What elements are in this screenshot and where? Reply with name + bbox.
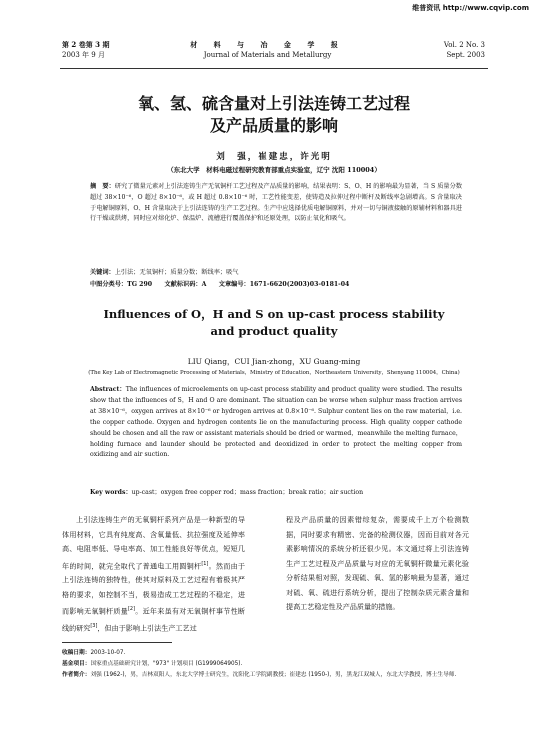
- title-zh-line1: 氧、氢、硫含量对上引法连铸工艺过程: [137, 94, 410, 113]
- journal-en: Journal of Materials and Metallurgy: [203, 51, 332, 59]
- keywords-zh-text: 上引法；无氧铜杆；质量分数；断线率；吸气: [114, 269, 239, 276]
- title-zh-line2: 及产品质量的影响: [209, 116, 338, 135]
- citation-2: [2]: [128, 606, 136, 613]
- received-label: 收稿日期：: [62, 650, 91, 656]
- abstract-zh: [90, 182, 462, 225]
- title-en-line2: and product quality: [210, 324, 338, 338]
- header-center: [160, 40, 375, 60]
- title-zh: [60, 93, 488, 137]
- footnote-fund: [62, 659, 467, 669]
- watermark: 维普资讯 http://www.cqvip.com: [412, 4, 529, 12]
- abstract-en-label: Abstract：: [90, 386, 126, 393]
- header-rule: [60, 68, 488, 69]
- body-right-column: 程及产品质量的因素错综复杂，需要成千上万个检测数据，同时要求有精密、完备的检测仪器，因而目前对各元素影响情况的系统分析还很少见。本文通过将上引法连铸生产工艺过程及产品质量与对应的无氧铜杆微量元素化验分析结果相对照，发现硫、氧、氢的影响最为显著，通过对硫、氧、硫进行系统分析，提出了控制杂质元素含量和提高工艺稳定性及产品质量的措施。: [286, 515, 469, 611]
- title-en: [60, 306, 488, 340]
- journal-cn: 材 料 与 冶 金 学 报: [190, 40, 345, 49]
- keywords-en-text: up-cast；oxygen free copper rod；mass fraction；break ratio；air suction: [131, 489, 364, 496]
- volume-en: Vol. 2 No. 3: [443, 41, 485, 49]
- classification-zh: 中图分类号：TG 290 文献标识码：A 文章编号：1671-6620(2003)03-0181-04: [90, 281, 350, 288]
- authors-zh: 刘 强，崔建忠，许光明: [216, 152, 332, 162]
- body-left-text: 上引法连铸生产的无氧铜杆系列产品是一种新型的导体用材料，它具有纯度高、含氧量低、抗拉强度及延伸率高、电阻率低、导电率高、加工性能良好等优点，短短几年的时间，就完全取代了普通电工用圆铜杆: [62, 515, 245, 570]
- fund-text: 国家重点基础研究计划，"973" 计划项目 (G1999064905).: [90, 661, 243, 667]
- body-left-text-4: ，但由于影响上引法生产工艺过: [97, 623, 197, 633]
- footnote-received: [62, 648, 467, 658]
- received-date: 2003-10-07.: [90, 650, 126, 656]
- fund-label: 基金项目：: [62, 661, 91, 667]
- abstract-zh-text: 研究了微量元素对上引法连铸生产无氧铜杆工艺过程及产品质量的影响，结果表明：S、O、H 的影响最为显著，当 S 质量分数超过 38×10⁻⁶，O 超过 8×10⁻⁶，或 H 超过 0.8×10⁻⁶ 时，工艺性能变差，使铸造及拉伸过程中断杆及断线率急剧增高。S 含量取决于电解铜原料，O、H 含量取决于上引法连铸的生产工艺过程。生产中应选择优质电解铜原料，并对一切与铜液接触的原辅材料和器具进行干燥或烘烤，同时应对熔化炉、保温炉、流槽进行覆盖保护和还原处理，以防止氧化和吸气。: [90, 183, 463, 223]
- title-en-line1: Influences of O，H and S on up-cast process stability: [103, 307, 445, 321]
- abstract-en: [90, 385, 462, 461]
- keywords-zh-label: 关键词：: [90, 269, 115, 276]
- keywords-en-label: Key words：: [90, 489, 132, 496]
- affiliation-en: (The Key Lab of Electromagnetic Processing of Materials，Ministry of Education，Northeastern University，Shenyang 110004，China): [88, 370, 460, 376]
- citation-3: [3]: [90, 623, 98, 630]
- header-left: [62, 40, 110, 60]
- footnote-rule: [62, 642, 172, 643]
- header-right: [444, 40, 485, 60]
- keywords-en: [90, 488, 462, 498]
- abstract-en-text: The influences of microelements on up-cast process stability and product quality were studied. The results show that the influences of S，H and O are dominant. The situation can be worse when sulphur mass fraction arrives at 38×10⁻⁶，oxygen arrives at 8×10⁻⁶ or hydrogen arrives at 0.8×10⁻⁶. Sulphur content lies on the raw material，i.e. the copper cathode. Oxygen and hydrogen contents lie on the manufacturing process. High quality copper cathode should be chosen and all the raw or assistant materials should be dried or warmed，meanwhile the melting furnace，holding furnace and launder should be protected and deoxidized in order to protect the melting copper from oxidizing and air suction.: [90, 386, 462, 459]
- bio-text: 刘强 (1962-)，男，吉林双阳人，东北大学博士研究生，沈阳化工学院副教授；崔建忠 (1950-)，男，黑龙江双城人，东北大学教授，博士生导师.: [90, 672, 457, 678]
- body-left-text-3: 。近年来虽有对无氧铜杆事节性断线的研究: [62, 606, 246, 633]
- keywords-zh: [90, 268, 462, 278]
- abstract-zh-label: 摘 要：: [90, 183, 115, 190]
- volume-cn: 第 2 卷第 3 期: [62, 40, 110, 49]
- citation-1: [1]: [201, 560, 209, 567]
- bio-label: 作者简介：: [62, 672, 91, 678]
- date-cn: 2003 年 9 月: [62, 51, 105, 59]
- body-left-column: [62, 513, 245, 636]
- date-en: Sept. 2003: [446, 51, 485, 59]
- affiliation-zh: （东北大学 材料电磁过程研究教育部重点实验室，辽宁 沈阳 110004）: [167, 166, 381, 174]
- footnote-bio: [62, 670, 467, 680]
- authors-en: LIU Qiang，CUI Jian-zhong，XU Guang-ming: [187, 357, 361, 366]
- body-left-text-2: 。然而由于上引法连铸的独特性，使其对原料及工艺过程有着极其严格的要求，如控制不当，极易造成工艺过程的不稳定，进而影响无氧铜杆质量: [62, 560, 246, 616]
